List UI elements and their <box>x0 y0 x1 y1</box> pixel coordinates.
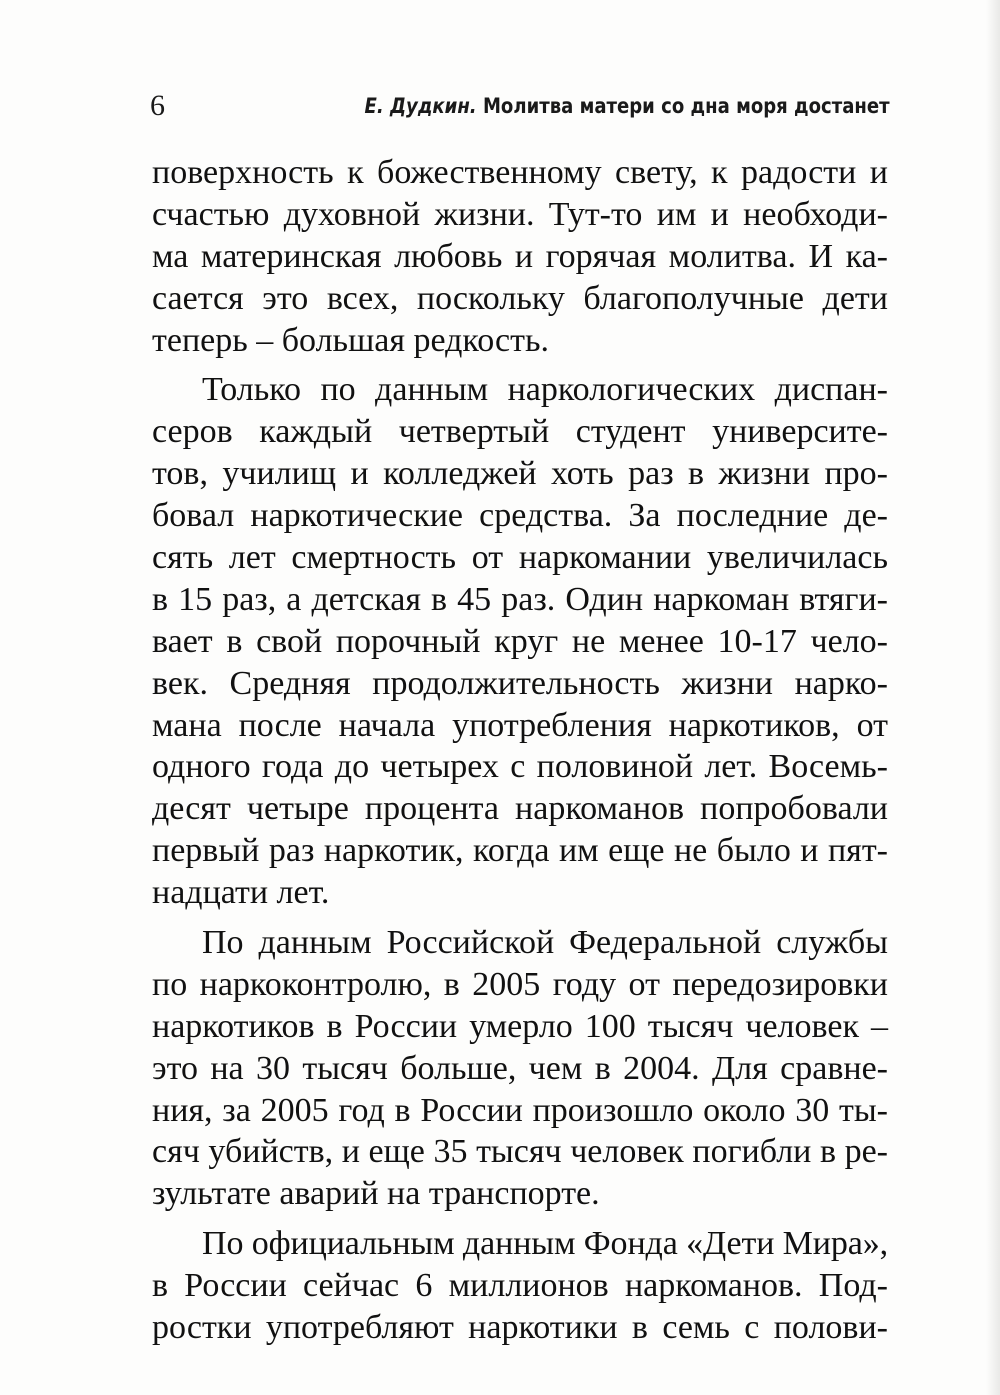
header-title: Молитва матери со дна моря достанет <box>483 94 890 118</box>
text-line: одного года до четырех с половиной лет. Восемь- <box>152 748 888 786</box>
text-line: сяч убийств, и еще 35 тысяч человек погибли в ре- <box>152 1133 888 1171</box>
header-author: Е. Дудкин. <box>364 94 478 118</box>
text-line: бовал наркотические средства. За последние де- <box>152 497 888 535</box>
text-line: Только по данным наркологических диспан- <box>202 371 888 409</box>
running-head <box>365 86 890 126</box>
text-line: вает в свой порочный круг не менее 10-17 чело- <box>152 622 888 660</box>
text-line: серов каждый четвертый студент университе- <box>152 413 888 451</box>
page-number: 6 <box>150 89 165 122</box>
text-line: ния, за 2005 год в России произошло около 30 ты- <box>152 1091 888 1129</box>
text-line: это на 30 тысяч больше, чем в 2004. Для сравне- <box>152 1049 888 1087</box>
text-line: десят четыре процента наркоманов попробовали <box>152 790 888 828</box>
text-line: сять лет смертность от наркомании увеличилась <box>152 539 888 577</box>
page-edge-shadow <box>986 0 1000 1395</box>
text-line: мана после начала употребления наркотиков, от <box>152 706 888 744</box>
text-line: по наркоконтролю, в 2005 году от передозировки <box>152 965 888 1003</box>
text-line: сается это всех, поскольку благополучные дети <box>152 279 888 317</box>
text-line: поверхность к божественному свету, к радости и <box>152 154 888 191</box>
text-line: счастью духовной жизни. Тут-то им и необходи- <box>152 195 888 233</box>
text-line: зультате аварий на транспорте. <box>152 1175 600 1213</box>
text-line: первый раз наркотик, когда им еще не было и пят- <box>152 832 888 870</box>
text-line: в России сейчас 6 миллионов наркоманов. Под- <box>152 1267 888 1305</box>
text-line: тов, училищ и колледжей хоть раз в жизни про- <box>152 455 888 493</box>
text-line: ма материнская любовь и горячая молитва. И ка- <box>152 237 888 275</box>
text-line: надцати лет. <box>152 874 330 912</box>
text-line: в 15 раз, а детская в 45 раз. Один наркоман втяги- <box>152 580 888 618</box>
text-line: век. Средняя продолжительность жизни нарко- <box>152 664 888 702</box>
text-line: наркотиков в России умерло 100 тысяч человек – <box>152 1007 888 1045</box>
text-line: ростки употребляют наркотики в семь с полови- <box>152 1309 888 1347</box>
text-line: теперь – большая редкость. <box>152 321 550 359</box>
running-header <box>150 86 890 126</box>
text-line: По данным Российской Федеральной службы <box>202 924 888 962</box>
body-text <box>152 152 888 1349</box>
text-line: По официальным данным Фонда «Дети Мира», <box>202 1225 889 1263</box>
